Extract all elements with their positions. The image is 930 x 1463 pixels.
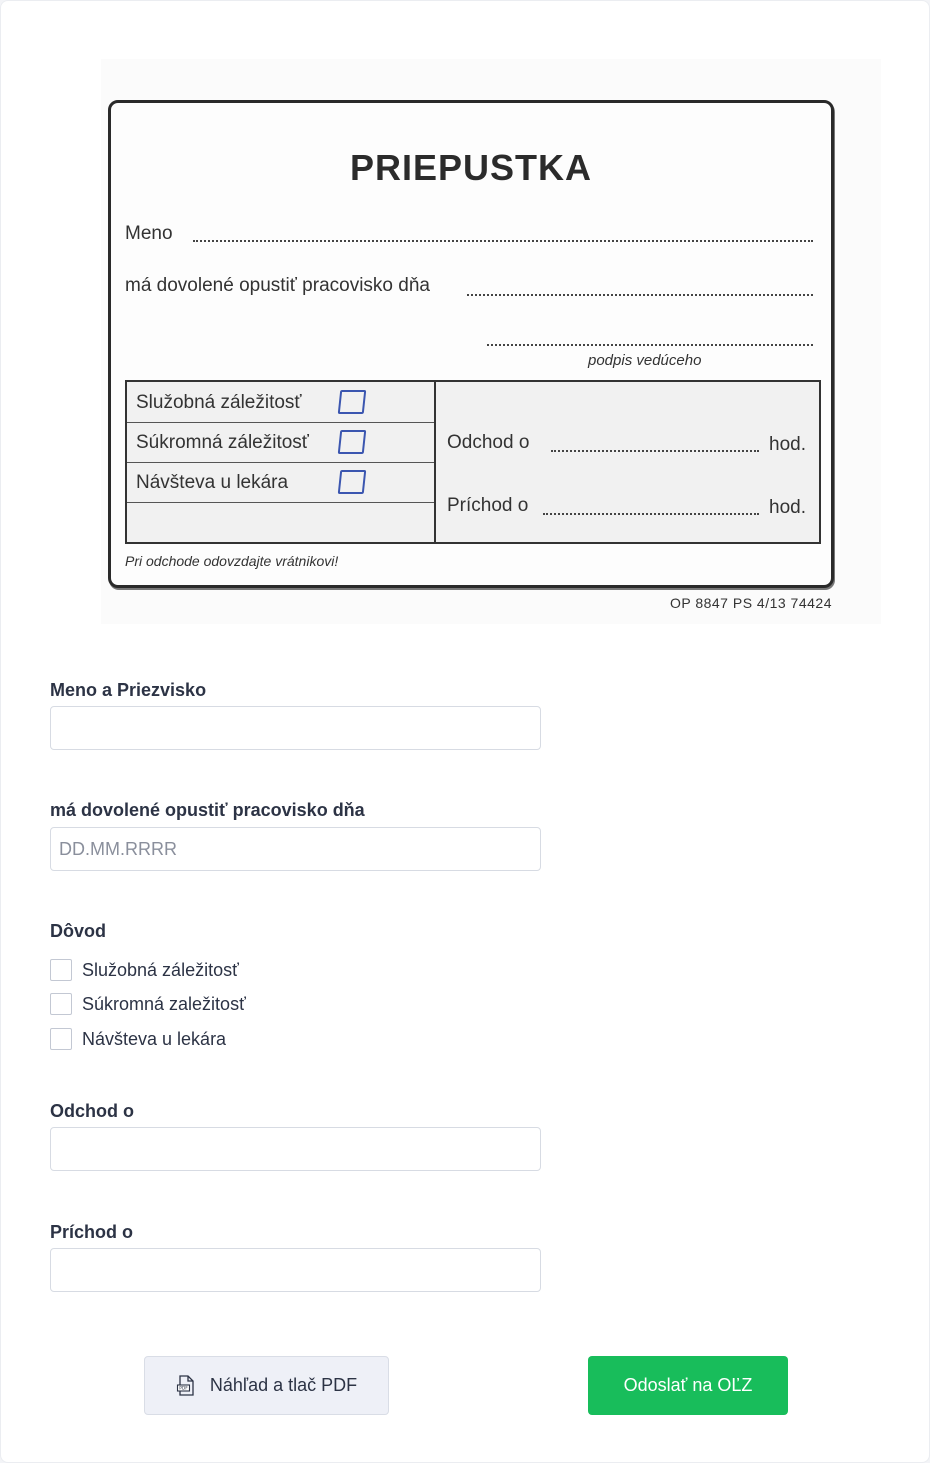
signature-label: podpis vedúceho (588, 352, 702, 369)
reason-label: Dôvod (50, 921, 106, 941)
reason-option[interactable] (50, 958, 239, 982)
paper-code: OP 8847 PS 4/13 74424 (669, 595, 832, 611)
arrival-label: Príchod o (50, 1222, 134, 1242)
name-input[interactable] (50, 706, 541, 750)
pdf-preview-button[interactable] (144, 1356, 389, 1415)
submit-button[interactable]: Odoslať na OĽZ (588, 1356, 788, 1415)
dotted-line (193, 240, 813, 242)
pdf-file-icon (176, 1375, 196, 1397)
paper-pass (108, 100, 834, 588)
paper-box (125, 380, 821, 544)
paper-reason-row (127, 382, 434, 423)
pdf-preview-label: Náhľad a tlač PDF (209, 1375, 358, 1395)
reason-checkbox-official[interactable] (50, 959, 72, 981)
paper-hours-unit: hod. (769, 497, 806, 518)
dotted-line (467, 294, 813, 296)
paper-hours-unit: hod. (769, 434, 806, 455)
date-input[interactable] (50, 827, 541, 871)
paper-box-reasons (127, 382, 436, 542)
reason-option-label[interactable]: Služobná záležitosť (82, 959, 239, 980)
reason-option[interactable] (50, 1027, 226, 1051)
checkbox-square-icon (338, 390, 367, 414)
signature-line (487, 344, 813, 346)
date-label: má dovolené opustiť pracovisko dňa (50, 800, 365, 820)
paper-reason-label: Služobná záležitosť (136, 392, 302, 413)
svg-text:PDF: PDF (179, 1386, 188, 1392)
checkbox-square-icon (338, 470, 367, 494)
paper-reason-label: Návšteva u lekára (136, 472, 289, 493)
reason-option-label[interactable]: Súkromná zaležitosť (82, 993, 246, 1014)
name-label: Meno a Priezvisko (50, 680, 207, 700)
paper-arrival-label: Príchod o (447, 495, 529, 516)
paper-reason-row (127, 462, 434, 503)
pass-form-image (101, 59, 881, 624)
departure-input[interactable] (50, 1127, 541, 1171)
checkbox-square-icon (338, 430, 367, 454)
paper-departure-label: Odchod o (447, 432, 530, 453)
reason-checkbox-private[interactable] (50, 993, 72, 1015)
departure-label: Odchod o (50, 1101, 134, 1121)
dotted-line (551, 450, 759, 452)
reason-option[interactable] (50, 992, 246, 1016)
paper-title: PRIEPUSTKA (349, 147, 593, 188)
paper-allowed-label: má dovolené opustiť pracovisko dňa (125, 275, 430, 296)
paper-note: Pri odchode odovzdajte vrátnikovi! (125, 553, 339, 569)
paper-name-label: Meno (125, 223, 173, 244)
paper-reason-row (127, 422, 434, 463)
reason-option-label[interactable]: Návšteva u lekára (82, 1028, 227, 1049)
paper-reason-label: Súkromná záležitosť (136, 432, 309, 453)
dotted-line (543, 513, 759, 515)
reason-checkbox-doctor[interactable] (50, 1028, 72, 1050)
arrival-input[interactable] (50, 1248, 541, 1292)
